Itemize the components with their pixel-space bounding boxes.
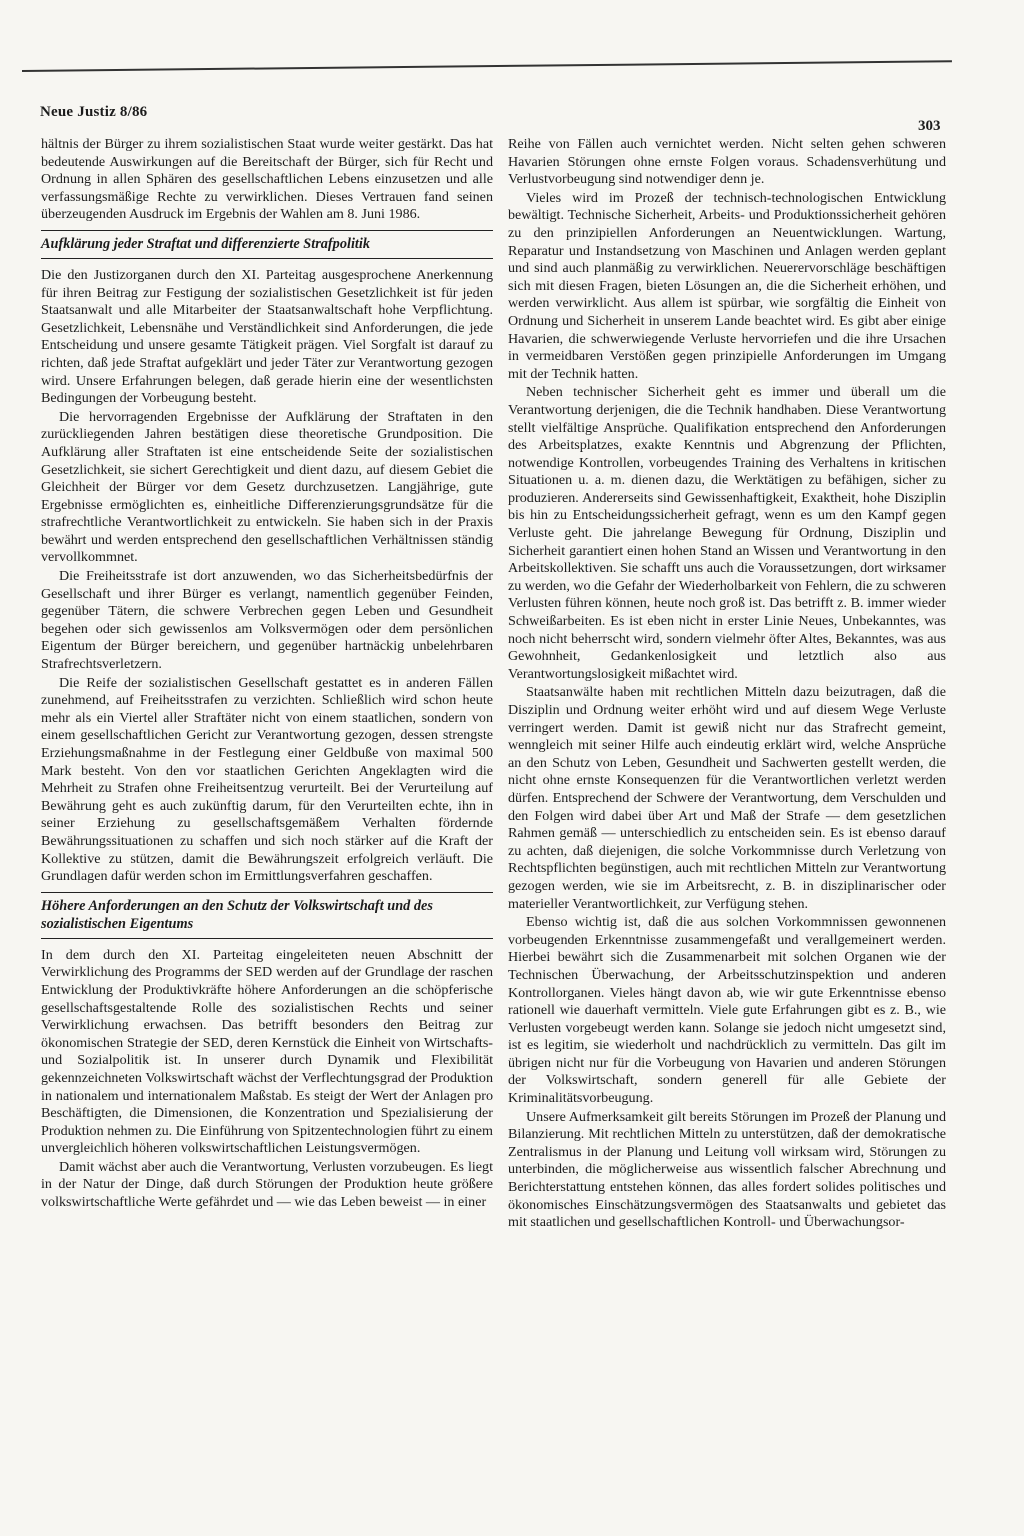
section-heading: Aufklärung jeder Straftat und differenzierte Strafpolitik <box>41 230 493 259</box>
page-number: 303 <box>918 118 941 134</box>
running-head: Neue Justiz 8/86 <box>40 104 148 120</box>
paragraph: Vieles wird im Prozeß der technisch-technologischen Entwicklung bewältigt. Technische Sicherheit, Arbeits- und Produktionssicherheit gehören zu den prinzipiellen Anforderungen an Neuentwicklungen. Wartung, Reparatur und Instandsetzung von Maschinen und Anlagen werden geplant und sind auch planmäßig zu verwirklichen. Neuerervorschläge beschäftigen sich mit diesen Fragen, bieten Lösungen an, die die Sicherheit erhöhen, und werden verwirklicht. Aus allem ist spürbar, wie sorgfältig die Einheit von Ordnung und Sicherheit in unserem Lande beachtet wird. Es gibt aber einige Havarien, die schwerwiegende Verluste hervorriefen und die ihre Ursachen in vermeidbaren Verstößen gegen prinzipielle Anforderungen im Umgang mit der Technik hatten. <box>508 189 946 382</box>
paragraph: Neben technischer Sicherheit geht es immer und überall um die Verantwortung derjenigen, die die Technik handhaben. Diese Verantwortung stellt vielfältige Ansprüche. Qualifikation entsprechend den Anforderungen des Arbeitsplatzes, exakte Kenntnis und Abgrenzung der Pflichten, notwendige Kontrollen, vorbeugendes Training des Verhaltens in kritischen Situationen u. a. m. dienen dazu, die Werktätigen zu befähigen, sicher zu produzieren. Andererseits sind Gewissenhaftigkeit, Exaktheit, hohe Disziplin bis hin zu Entscheidungssicherheit gefragt, wenn es um den Kampf gegen Verluste geht. Die jahrelange Bewegung für Ordnung, Disziplin und Sicherheit garantiert einen hohen Stand an Wissen und Verantwortung in den Arbeitskollektiven. Sie schafft uns auch die Voraussetzungen, dort wirksamer zu werden, wo die Gefahr der Wiederholbarkeit von Fehlern, die zu schweren Verlusten führen können, heute noch groß ist. Das betrifft z. B. immer wieder Schweißarbeiten. Es ist eben nicht in erster Linie Neues, Unbekanntes, was noch nicht beherrscht wird, sondern vielmehr öfter Altes, Bekanntes, was aus Gewohnheit, Gedankenlosigkeit und letztlich also aus Verantwortungslosigkeit mißachtet wird. <box>508 384 946 682</box>
paragraph: Ebenso wichtig ist, daß die aus solchen Vorkommnissen gewonnenen vorbeugenden Erkenntnisse zusammengefaßt und verallgemeinert werden. Hierbei bewährt sich die Zusammenarbeit mit solchen Organen wie der Technischen Überwachung, der Arbeitsschutzinspektion und anderen Kontrollorganen. Vieles hängt davon ab, wie wir gute Erkenntnisse ebenso rationell wie dauerhaft vermitteln. Viele gute Erfahrungen gibt es z. B., wie Verlusten vorgebeugt werden kann. Solange sie jedoch nicht umgesetzt sind, ist es legitim, sie wiederholt und nachdrücklich zu vermitteln. Das gilt im übrigen nicht nur für die Vorbeugung von Havarien und anderen Störungen der Volkswirtschaft, sondern generell für alle Gebiete der Kriminalitätsvorbeugung. <box>508 914 946 1107</box>
paragraph: Die hervorragenden Ergebnisse der Aufklärung der Straftaten in den zurückliegenden Jahren bestätigen diese theoretische Grundposition. Die Aufklärung aller Straftaten ist eine entscheidende Seite der sozialistischen Gesetzlichkeit, sie sichert Gerechtigkeit und dient dazu, auf diesem Gebiet die Gleichheit der Bürger vor dem Gesetz durchzusetzen. Langjährige, gute Ergebnisse ermöglichten es, einheitliche Differenzierungsgrundsätze für die strafrechtliche Verantwortlichkeit zu entwickeln. Sie haben sich in der Praxis bewährt und werden entsprechend den gesellschaftlichen Verhältnissen ständig vervollkommnet. <box>41 408 493 566</box>
left-column <box>41 136 493 1212</box>
paragraph: Unsere Aufmerksamkeit gilt bereits Störungen im Prozeß der Planung und Bilanzierung. Mit rechtlichen Mitteln zu unterstützen, daß der demokratische Zentralismus in der Planung und Leitung voll wirksam wird, Störungen zu unterbinden, die möglicherweise aus wissentlich falscher Abrechnung und Berichterstattung entstehen können, das alles fordert solides politisches und ökonomisches Einschätzungsvermögen des Staatsanwalts und gebietet das mit staatlichen und gesellschaftlichen Kontroll- und Überwachungsor- <box>508 1108 946 1231</box>
paragraph: Die den Justizorganen durch den XI. Parteitag ausgesprochene Anerkennung für ihren Beitrag zur Festigung der sozialistischen Gesetzlichkeit ist für jeden Staatsanwalt und alle Mitarbeiter der Staatsanwaltschaft hohe Verpflichtung. Gesetzlichkeit, Lebensnähe und Verständlichkeit sind Anforderungen, die jede Entscheidung und unsere gesamte Tätigkeit prägen. Viel Sorgfalt ist darauf zu richten, daß jede Straftat aufgeklärt und jeder Täter zur Verantwortung gezogen wird. Unsere Erfahrungen belegen, daß gerade hierin eine der wesentlichsten Bedingungen der Vorbeugung besteht. <box>41 266 493 407</box>
paragraph: Staatsanwälte haben mit rechtlichen Mitteln dazu beizutragen, daß die Disziplin und Ordnung weiter erhöht wird und auf diesem Wege Verluste verringert werden. Damit ist gewiß nicht nur das Strafrecht gemeint, wenngleich mit seiner Hilfe auch eindeutig erklärt wird, welche Ansprüche an den Schutz von Leben, Gesundheit und Sachwerten gestellt werden, die nicht ohne ernste Konsequenzen für die Verantwortlichen verletzt werden dürfen. Entsprechend der Schwere der Verantwortung, dem Verschulden und den Folgen wird dabei über Art und Maß der Strafe — dem gesetzlichen Rahmen gemäß — unterschiedlich zu entscheiden sein. Es ist ebenso darauf zu achten, daß diejenigen, die solche Vorkommnisse durch Verletzung von Rechtspflichten begünstigen, auch mit rechtlichen Mitteln zur Verantwortung gezogen werden, wie sie im Arbeitsrecht, z. B. in disziplinarischer oder materieller Verantwortlichkeit, zur Verfügung stehen. <box>508 684 946 912</box>
section-heading: Höhere Anforderungen an den Schutz der Volkswirtschaft und des sozialistischen Eigentums <box>41 892 493 939</box>
paragraph: hältnis der Bürger zu ihrem sozialistischen Staat wurde weiter gestärkt. Das hat bedeutende Auswirkungen auf die Bereitschaft der Bürger, sich für Recht und Ordnung in allen Sphären des gesellschaftlichen Lebens einzusetzen und alle verfassungsmäßige Rechte zu verwirklichen. Dieses Vertrauen fand seinen überzeugenden Ausdruck im Ergebnis der Wahlen am 8. Juni 1986. <box>41 136 493 223</box>
right-column <box>508 136 946 1232</box>
paragraph: In dem durch den XI. Parteitag eingeleiteten neuen Abschnitt der Verwirklichung des Programms der SED werden auf der Grundlage der raschen Entwicklung der Produktivkräfte höhere Anforderungen an die schöpferische gesellschaftsgestaltende Rolle des sozialistischen Rechts und seiner Verwirklichung erwachsen. Das betrifft besonders den Beitrag zur ökonomischen Strategie der SED, deren Kernstück die Einheit von Wirtschafts- und Sozialpolitik ist. In unserer durch Dynamik und Flexibilität gekennzeichneten Volkswirtschaft wächst der Verflechtungsgrad der Produktion in nationalem und internationalem Maßstab. Es steigt der Wert der Anlagen pro Beschäftigten, die Dimensionen, die Konzentration und Spezialisierung der Produktion nehmen zu. Die Einführung von Spitzentechnologien führt zu einem unvergleichlich höheren volkswirtschaftlichen Leistungsvermögen. <box>41 946 493 1157</box>
paragraph: Reihe von Fällen auch vernichtet werden. Nicht selten gehen schweren Havarien Störungen ohne ernste Folgen voraus. Schadensverhütung und Verlustvorbeugung sind notwendiger denn je. <box>508 136 946 188</box>
paragraph: Die Reife der sozialistischen Gesellschaft gestattet es in anderen Fällen zunehmend, auf Freiheitsstrafen zu verzichten. Schließlich wird schon heute mehr als ein Viertel aller Straftäter nicht von einem staatlichen, sondern von einem gesellschaftlichen Gericht zur Verantwortung gezogen, dessen strengste Erziehungsmaßnahme in der Festlegung einer Geldbuße von maximal 500 Mark besteht. Von den vor staatlichen Gerichten Angeklagten wird die Mehrheit zu Strafen ohne Freiheitsentzug verurteilt. Bei der Verurteilung auf Bewährung geht es auch zukünftig darum, für den Verurteilten echte, ihn in seiner Erziehung zu gesellschaftsgemäßem Verhalten fördernde Bewährungssituationen zu schaffen und sich noch stärker auf die Kraft der Kollektive zu stützen, damit die Bewährungszeit erfolgreich verläuft. Die Grundlagen dafür werden schon im Ermittlungsverfahren geschaffen. <box>41 674 493 885</box>
top-rule <box>22 60 952 72</box>
paragraph: Damit wächst aber auch die Verantwortung, Verlusten vorzubeugen. Es liegt in der Natur der Dinge, daß durch Störungen der Produktion heute größere volkswirtschaftliche Werte gefährdet und — wie das Leben beweist — in einer <box>41 1158 493 1211</box>
paragraph: Die Freiheitsstrafe ist dort anzuwenden, wo das Sicherheitsbedürfnis der Gesellschaft und ihrer Bürger es verlangt, namentlich gegenüber Feinden, gegenüber Tätern, die schwere Verbrechen gegen Leben und Gesundheit begehen oder sich gewissenlos am Volksvermögen oder dem persönlichen Eigentum der Bürger bereichern, und gegenüber hartnäckig unbelehrbaren Strafrechtsverletzern. <box>41 568 493 673</box>
